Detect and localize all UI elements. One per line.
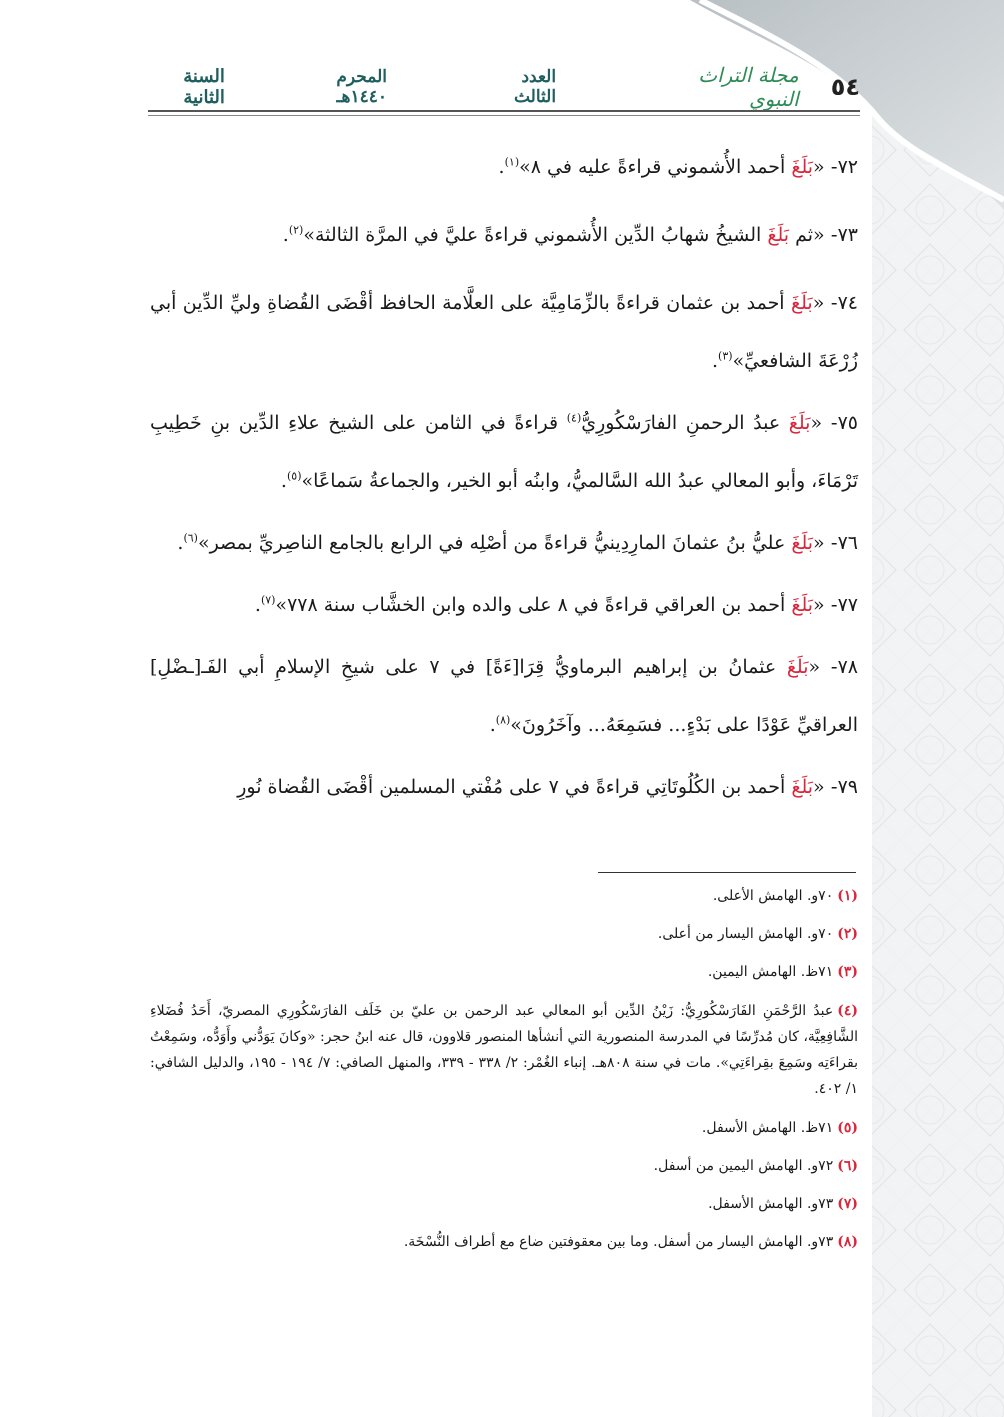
- footnote-ref: (٥): [286, 469, 302, 483]
- entry-72: ٧٢- «بَلَغَ أحمد الأُشموني قراءةً عليه في ٨»$^{(١)}$.: [498, 155, 858, 178]
- header-divider: [148, 110, 860, 112]
- year-label: السنة الثانية: [183, 66, 225, 108]
- footnote-ref: (٦): [183, 531, 198, 545]
- footnote-divider: [598, 872, 856, 873]
- footnote-ref: (١): [504, 155, 520, 169]
- footnote-6: (٦)٧٢و. الهامش اليمين من أسفل.: [653, 1158, 858, 1174]
- highlight-word: بَلَغَ: [791, 594, 814, 616]
- issue-label: العدد الثالث: [513, 67, 557, 107]
- footnote-8: (٨)٧٣و. الهامش اليسار من أسفل. وما بين معقوفتين ضاع مع أطراف النُّسْخَة.: [403, 1234, 858, 1250]
- highlight-word: بَلَغَ: [791, 532, 814, 554]
- entry-75: ٧٥- «بَلَغَ عبدُ الرحمنِ الفارَسْكُورِيُّ$^{(٤)}$ قراءةً في الثامن على الشيخ علاءِ الدِّين بنِ خَطِيبِ تَرْمَاءَ، وأبو المعالي عبدُ الله السَّالميُّ، وابنُه أبو الخير، والجماعةُ سَماعًا»$^{(٥)}$.: [150, 411, 858, 492]
- entry-76: ٧٦- «بَلَغَ عليُّ بنُ عثمانَ المارِدِينيُّ قراءةً من أصْلِه في الرابع بالجامع الناصِريِّ بمصر»$^{(٦)}$.: [177, 531, 858, 554]
- header-divider-thin: [148, 115, 860, 116]
- footnote-ref: (٣): [718, 349, 733, 363]
- date-label: المحرم ١٤٤٠هـ: [336, 67, 387, 107]
- footnote-2: (٢)٧٠و. الهامش اليسار من أعلى.: [657, 926, 858, 942]
- footnotes: [150, 884, 858, 1268]
- footnote-7: (٧)٧٣و. الهامش الأسفل.: [708, 1196, 858, 1212]
- footnote-ref: (٤): [566, 411, 582, 425]
- highlight-word: بَلَغَ: [791, 776, 814, 798]
- page-number: ٥٤: [830, 73, 860, 101]
- entry-74: ٧٤- «بَلَغَ أحمد بن عثمان قراءةً بالزِّمَامِيَّة على العلَّامة الحافظ أقْضَى القُضاةِ وليِّ الدِّين أبي زُرْعَةَ الشافعيِّ»$^{(٣)}$.: [150, 292, 858, 372]
- entry-77: ٧٧- «بَلَغَ أحمد بن العراقي قراءةً في ٨ على والده وابن الخشَّاب سنة ٧٧٨»$^{(٧)}$.: [254, 593, 858, 616]
- page-header: [148, 62, 860, 112]
- footnote-ref: (٨): [495, 713, 511, 727]
- highlight-word: بَلَغَ: [791, 156, 814, 178]
- footnote-5: (٥)٧١ظ. الهامش الأسفل.: [701, 1120, 858, 1136]
- footnote-ref: (٧): [260, 593, 276, 607]
- highlight-word: بَلَغَ: [786, 656, 809, 678]
- entry-79: ٧٩- «بَلَغَ أحمد بن الكُلُوتَاتِي قراءةً في ٧ على مُفْتي المسلمين أقْضَى القُضاة نُورِ: [237, 776, 858, 798]
- main-text: [150, 138, 858, 816]
- highlight-word: بَلَغَ: [790, 292, 813, 314]
- footnote-4: (٤)عبدُ الرَّحْمَنِ الفَارَسْكُورِيُّ: زَيْنُ الدِّين أبو المعالي عبد الرحمن بن عليّ بن خَلَف الفارَسْكُورِي المصريّ، أَحَدُ فُضَلاءِ الشَّافِعِيَّة، كان مُدرِّسًا في المدرسة المنصورية التي أنشأها المنصور قلاوون، قال عنه ابنُ حجر: «وكانَ يَوَدُّني وأَوَدُّه، وسَمِعْتُ بقراءَتِه وسَمِعَ بقِراءَتِي». مات في سنة ٨٠٨هـ. إنباء الغُمْر: ٢/ ٣٣٨ - ٣٣٩، والمنهل الصافي: ٧/ ١٩٤ - ١٩٥، والدليل الشافي: ١/ ٤٠٢.: [150, 1003, 858, 1097]
- footnote-3: (٣)٧١ظ. الهامش اليمين.: [707, 964, 858, 980]
- footnote-ref: (٢): [288, 223, 304, 237]
- journal-title: مجلة التراث النبوي: [698, 63, 799, 111]
- highlight-word: بَلَغَ: [767, 224, 790, 246]
- highlight-word: بَلَغَ: [788, 412, 811, 434]
- entry-78: ٧٨- «بَلَغَ عثمانُ بن إبراهيم البرماويُّ قِرَا[ءَةً] في ٧ على شيخِ الإسلامِ أبي الفَـ[ـضْلِ] العراقيِّ عَوْدًا على بَدْءٍ... فسَمِعَهُ... وآخَرُونَ»$^{(٨)}$.: [150, 656, 859, 736]
- entry-73: ٧٣- «ثم بَلَغَ الشيخُ شهابُ الدِّين الأُشموني قراءةً عليَّ في المرَّة الثالثة»$^{(٢)}$.: [282, 223, 858, 246]
- footnote-1: (١)٧٠و. الهامش الأعلى.: [712, 888, 858, 904]
